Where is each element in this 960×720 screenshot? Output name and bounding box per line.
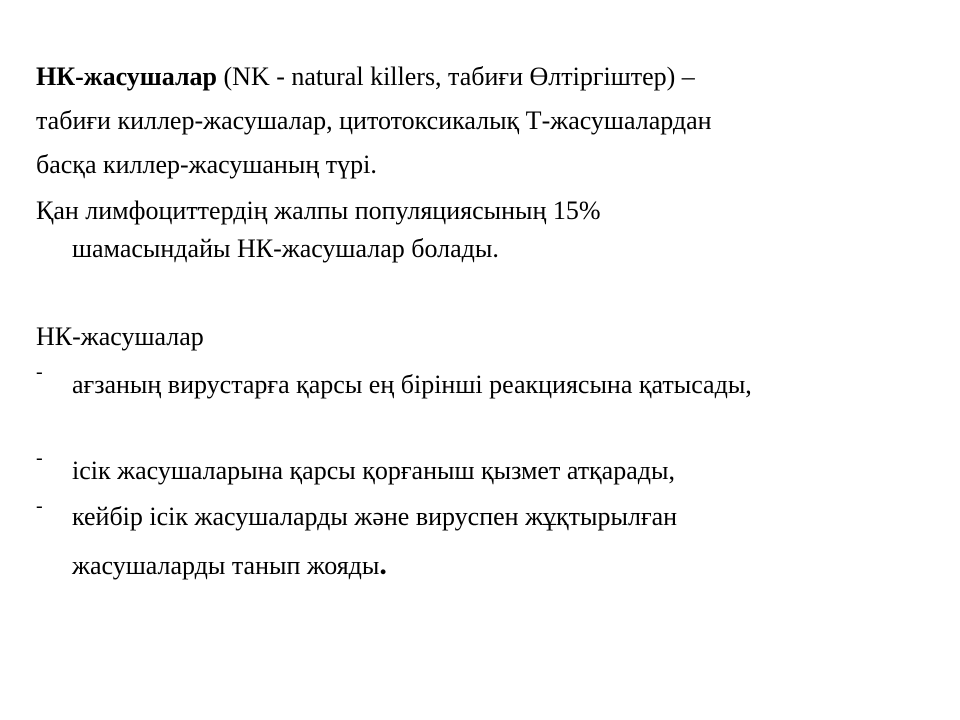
bullet-marker: - [36,447,43,469]
intro-line-3: басқа киллер-жасушаның түрі. [36,150,377,179]
functions-heading: НК-жасушалар [36,322,204,351]
function-item-2: ісік жасушаларына қарсы қорғаныш қызмет атқарады, [72,456,675,485]
term-nk-cells: НК-жасушалар [36,62,218,91]
term-definition: (NK - natural killers, табиғи Өлтіргіштер) – [217,62,695,91]
function-item-3-cont-text: жасушаларды танып жояды [72,551,380,580]
function-item-1: ағзаның вирустарға қарсы ең бірінші реакциясына қатысады, [72,370,752,399]
bullet-marker: - [36,361,43,383]
bullet-marker: - [36,495,43,517]
function-item-3-continuation [72,550,387,581]
intro-line-1 [36,62,695,92]
final-period: . [379,548,387,581]
population-line-2: шамасындайы НК-жасушалар болады. [72,234,499,263]
intro-line-2: табиғи киллер-жасушалар, цитотоксикалық Т-жасушалардан [36,106,712,135]
population-line-1: Қан лимфоциттердің жалпы популяциясының 15% [36,196,601,225]
function-item-3: кейбір ісік жасушаларды және вируспен жұқтырылған [72,502,678,531]
